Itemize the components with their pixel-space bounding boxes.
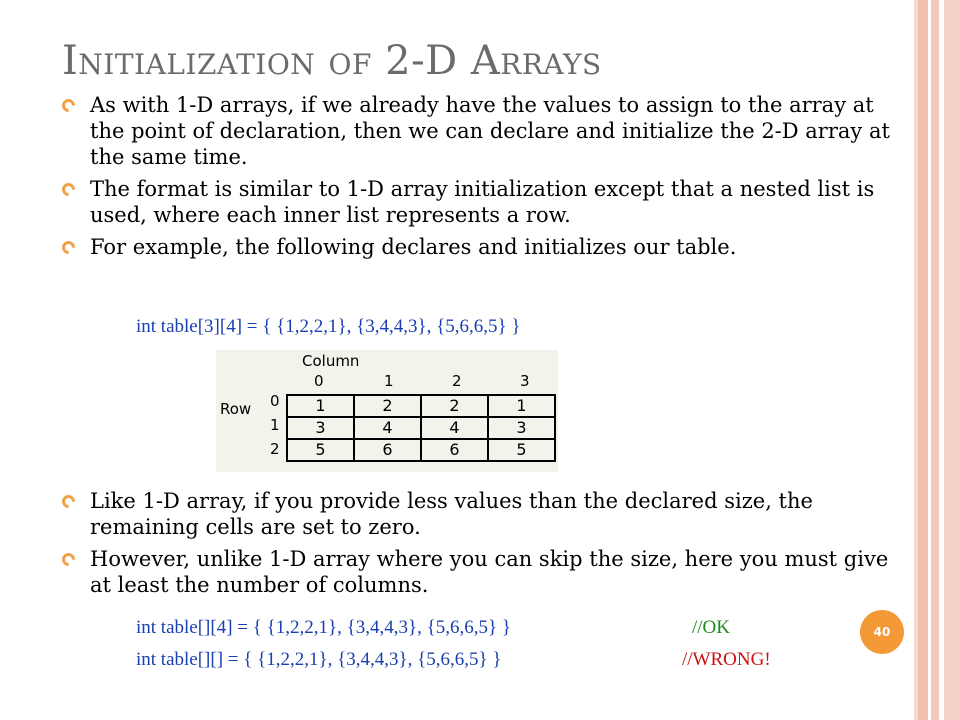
bullet-item (62, 488, 902, 540)
table-row (287, 417, 555, 439)
table-cell: 5 (488, 439, 555, 461)
bullet-item (62, 546, 902, 598)
bullet-icon (59, 96, 77, 114)
table-cell: 5 (287, 439, 354, 461)
row-index: 1 (270, 416, 280, 434)
comment-wrong: //WRONG! (682, 649, 771, 670)
table-row (287, 439, 555, 461)
table-cell: 1 (488, 395, 555, 417)
bullet-text: However, unlike 1-D array where you can skip the size, here you must give at least the number of columns. (90, 547, 889, 597)
bullet-icon (59, 180, 77, 198)
bullet-text: The format is similar to 1-D array initialization except that a nested list is used, where each inner list represents a row. (90, 177, 875, 227)
table-cell: 2 (421, 395, 488, 417)
slide-title: Initialization of 2-D Arrays (62, 38, 602, 84)
col-index: 1 (384, 372, 394, 390)
array-grid (286, 394, 556, 462)
table-cell: 1 (287, 395, 354, 417)
code-line-ok: int table[][4] = { {1,2,2,1}, {3,4,4,3}, {5,6,6,5} } (136, 617, 511, 638)
bullet-list-bottom (62, 488, 902, 604)
column-label: Column (302, 352, 360, 370)
table-cell: 4 (421, 417, 488, 439)
bullet-text: As with 1-D arrays, if we already have the values to assign to the array at the point of declaration, then we can declare and initialize the 2-D array at the same time. (90, 93, 890, 169)
code-line-wrong: int table[][] = { {1,2,2,1}, {3,4,4,3}, {5,6,6,5} } (136, 649, 502, 670)
table-cell: 6 (354, 439, 421, 461)
row-index: 0 (270, 392, 280, 410)
table-cell: 6 (421, 439, 488, 461)
comment-ok: //OK (692, 617, 730, 638)
bullet-list-top (62, 92, 902, 266)
code-line-declaration: int table[3][4] = { {1,2,2,1}, {3,4,4,3}, {5,6,6,5} } (136, 316, 521, 337)
page-number-badge: 40 (860, 610, 904, 654)
table-cell: 3 (287, 417, 354, 439)
bullet-icon (59, 238, 77, 256)
bullet-icon (59, 550, 77, 568)
table-row (287, 395, 555, 417)
row-label: Row (220, 400, 252, 418)
col-index: 0 (314, 372, 324, 390)
row-index: 2 (270, 440, 280, 458)
col-index: 3 (520, 372, 530, 390)
bullet-item (62, 92, 902, 170)
table-cell: 4 (354, 417, 421, 439)
table-cell: 2 (354, 395, 421, 417)
bullet-item (62, 234, 902, 260)
bullet-text: Like 1-D array, if you provide less values than the declared size, the remaining cells are set to zero. (90, 489, 813, 539)
decorative-stripes (914, 0, 960, 720)
col-index: 2 (452, 372, 462, 390)
bullet-item (62, 176, 902, 228)
bullet-icon (59, 492, 77, 510)
table-cell: 3 (488, 417, 555, 439)
table-figure (216, 350, 558, 472)
bullet-text: For example, the following declares and initializes our table. (90, 235, 737, 259)
